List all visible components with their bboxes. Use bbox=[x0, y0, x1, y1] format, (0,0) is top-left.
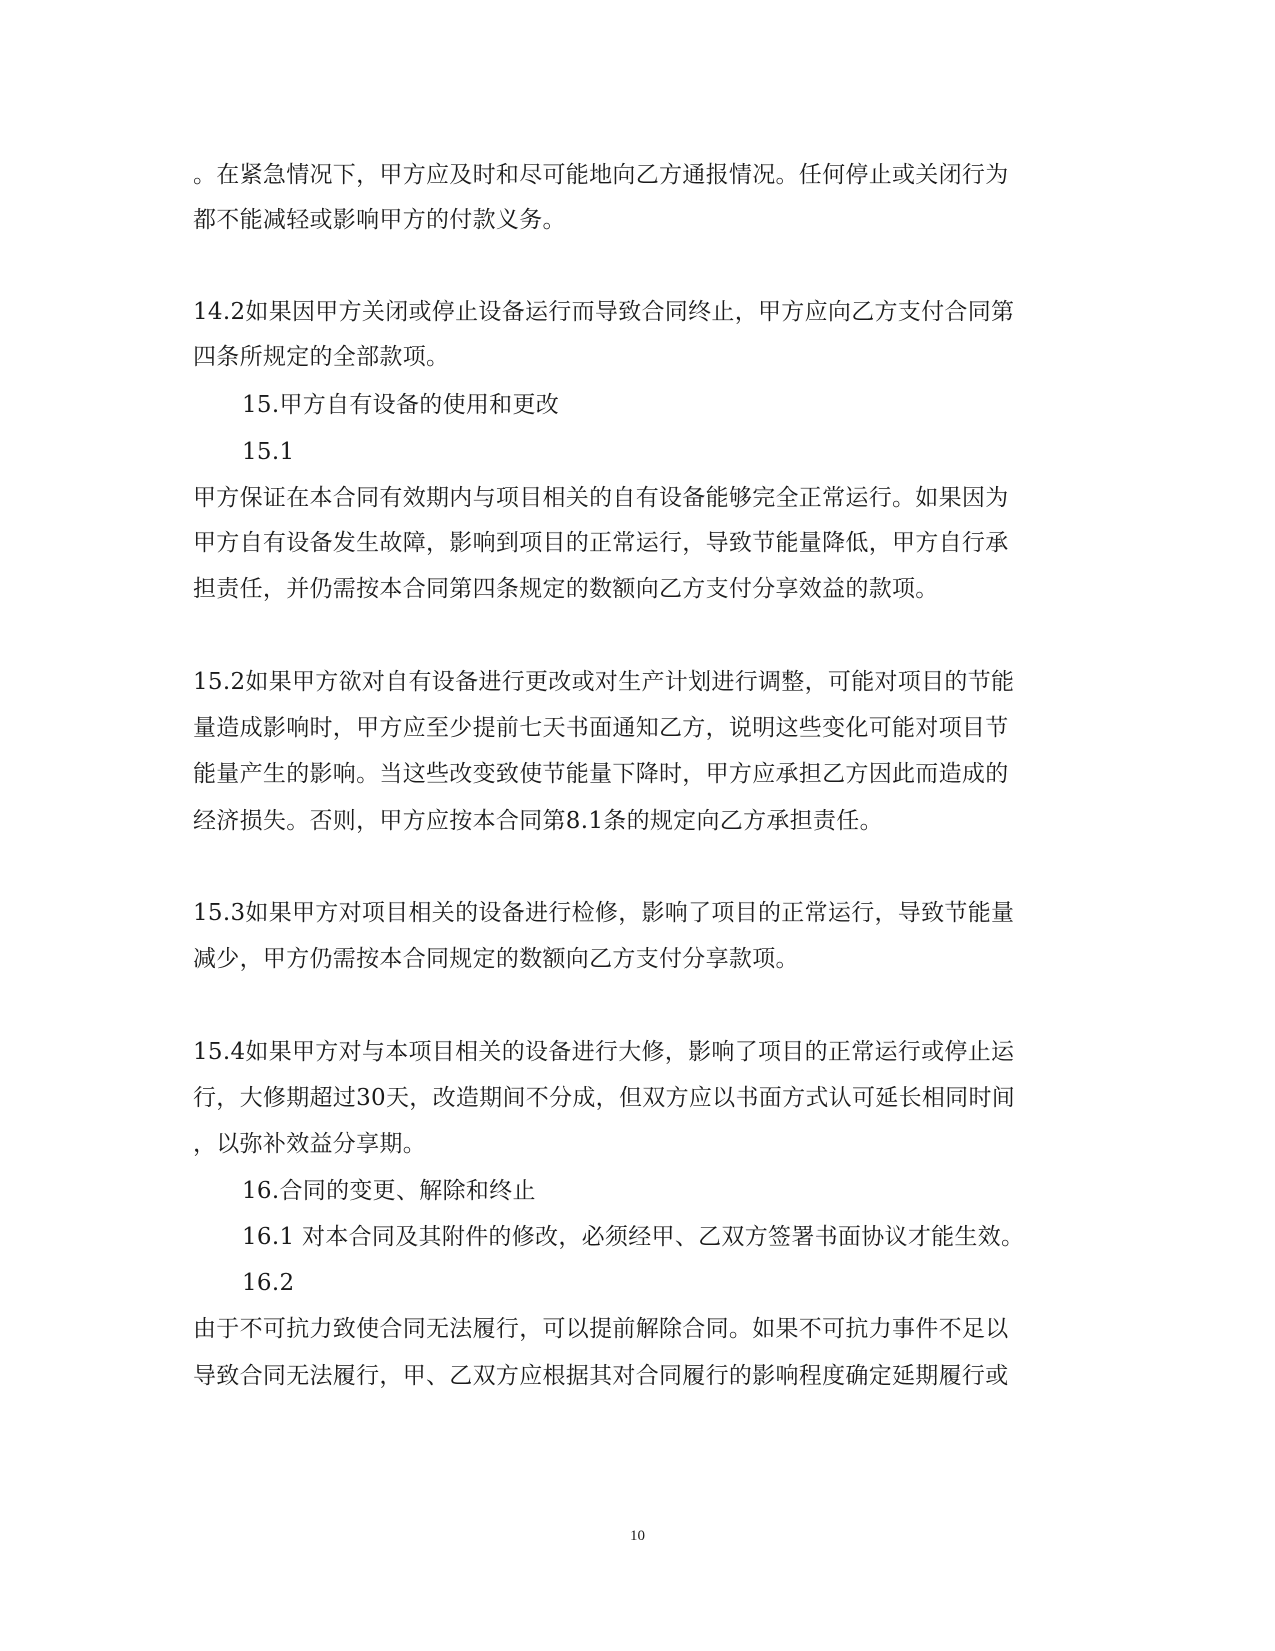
text-line: 。在紧急情况下，甲方应及时和尽可能地向乙方通报情况。任何停止或关闭行为 bbox=[193, 162, 1009, 188]
text-line: 经济损失。否则，甲方应按本合同第8.1条的规定向乙方承担责任。 bbox=[193, 808, 883, 834]
text-line: 导致合同无法履行，甲、乙双方应根据其对合同履行的影响程度确定延期履行或 bbox=[193, 1363, 1009, 1389]
text-line: 15.2如果甲方欲对自有设备进行更改或对生产计划进行调整，可能对项目的节能 bbox=[193, 669, 1015, 695]
text-line: 四条所规定的全部款项。 bbox=[193, 344, 450, 370]
text-line: 由于不可抗力致使合同无法履行，可以提前解除合同。如果不可抗力事件不足以 bbox=[193, 1316, 1009, 1342]
section-heading: 16.合同的变更、解除和终止 bbox=[242, 1178, 536, 1204]
text-line: 担责任，并仍需按本合同第四条规定的数额向乙方支付分享效益的款项。 bbox=[193, 576, 939, 602]
text-line: 量造成影响时，甲方应至少提前七天书面通知乙方，说明这些变化可能对项目节 bbox=[193, 715, 1009, 741]
text-line: 甲方保证在本合同有效期内与项目相关的自有设备能够完全正常运行。如果因为 bbox=[193, 485, 1009, 511]
text-line: 都不能减轻或影响甲方的付款义务。 bbox=[193, 207, 566, 233]
clause-number: 16.2 bbox=[242, 1270, 295, 1296]
text-line: 14.2如果因甲方关闭或停止设备运行而导致合同终止，甲方应向乙方支付合同第 bbox=[193, 299, 1015, 325]
text-line: 甲方自有设备发生故障，影响到项目的正常运行，导致节能量降低，甲方自行承 bbox=[193, 530, 1009, 556]
text-line: 15.3如果甲方对项目相关的设备进行检修，影响了项目的正常运行，导致节能量 bbox=[193, 900, 1015, 926]
text-line: 减少，甲方仍需按本合同规定的数额向乙方支付分享款项。 bbox=[193, 946, 799, 972]
text-line: 能量产生的影响。当这些改变致使节能量下降时，甲方应承担乙方因此而造成的 bbox=[193, 761, 1009, 787]
clause-number: 15.1 bbox=[242, 439, 295, 465]
text-line: ，以弥补效益分享期。 bbox=[193, 1131, 426, 1157]
page-number: 10 bbox=[630, 1528, 645, 1544]
text-line: 15.4如果甲方对与本项目相关的设备进行大修，影响了项目的正常运行或停止运 bbox=[193, 1039, 1015, 1065]
text-line: 16.1 对本合同及其附件的修改，必须经甲、乙双方签署书面协议才能生效。 bbox=[242, 1224, 1025, 1250]
section-heading: 15.甲方自有设备的使用和更改 bbox=[242, 392, 560, 418]
text-line: 行，大修期超过30天，改造期间不分成，但双方应以书面方式认可延长相同时间 bbox=[193, 1085, 1016, 1111]
